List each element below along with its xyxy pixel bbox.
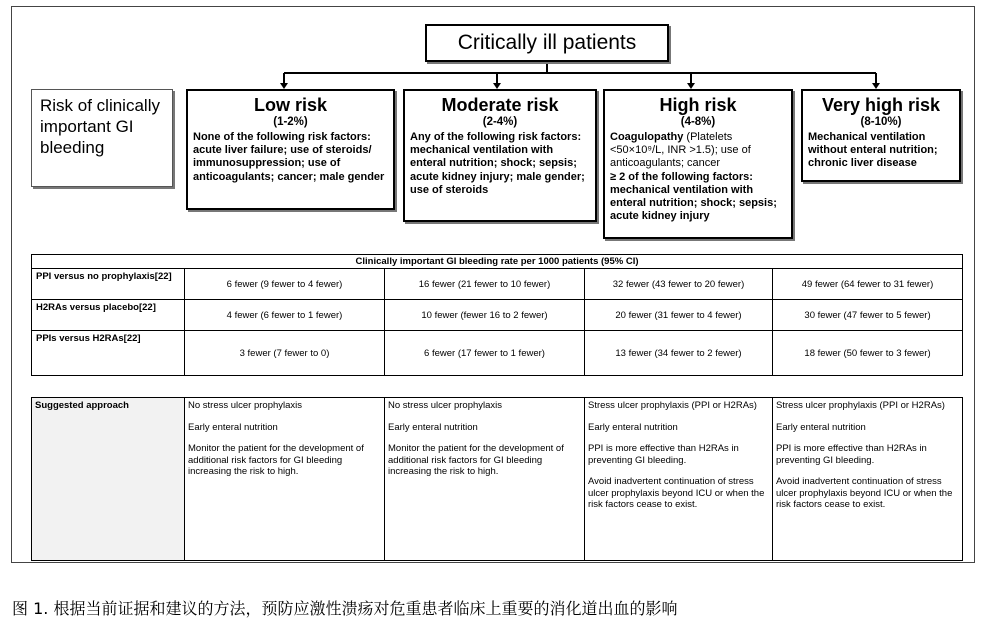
table-cell: 30 fewer (47 fewer to 5 fewer) — [773, 300, 963, 331]
table-cell: 13 fewer (34 fewer to 2 fewer) — [585, 331, 773, 376]
risk-description: Mechanical ventilation without enteral nutrition; chronic liver disease — [808, 131, 938, 170]
row-label: Suggested approach — [32, 398, 185, 561]
table-cell: 10 fewer (fewer 16 to 2 fewer) — [385, 300, 585, 331]
suggested-approach-table — [31, 397, 963, 561]
bleeding-rate-table — [31, 254, 963, 376]
risk-box-moderate — [403, 89, 597, 222]
risk-description: Any of the following risk factors: mechanical ventilation with enteral nutrition; shock; sepsis; acute kidney injury; male gender; use of steroids — [410, 131, 585, 196]
risk-title: Very high risk — [821, 95, 941, 115]
risk-description — [610, 131, 786, 171]
risk-range: (2-4%) — [482, 116, 518, 128]
approach-cell-high — [585, 398, 773, 561]
approach-item: Avoid inadvertent continuation of stress ulcer prophylaxis beyond ICU or when the risk factors cease to exist. — [776, 476, 953, 510]
risk-description: None of the following risk factors: acute liver failure; use of steroids/ immunosuppression; use of anticoagulants; cancer; male gender — [193, 131, 385, 183]
figure-caption: 图 1. 根据当前证据和建议的方法，预防应激性溃疡对危重患者临床上重要的消化道出血的影响 — [12, 599, 678, 618]
row-label: H2RAs versus placebo[22] — [32, 300, 185, 331]
risk-range: (4-8%) — [680, 116, 716, 128]
title-box — [425, 24, 669, 62]
row-label: PPI versus no prophylaxis[22] — [32, 269, 185, 300]
risk-title: Moderate risk — [441, 95, 559, 115]
approach-item: Early enteral nutrition — [388, 421, 478, 433]
diagram-title: Critically ill patients — [457, 31, 637, 54]
table-row — [32, 269, 963, 300]
table-row — [32, 300, 963, 331]
table-cell: 16 fewer (21 fewer to 10 fewer) — [385, 269, 585, 300]
table-header: Clinically important GI bleeding rate per 1000 patients (95% CI) — [32, 255, 963, 269]
approach-item: Early enteral nutrition — [188, 421, 278, 433]
risk-box-very-high — [801, 89, 961, 182]
approach-item: Early enteral nutrition — [588, 421, 678, 433]
table-cell: 18 fewer (50 fewer to 3 fewer) — [773, 331, 963, 376]
table-row — [32, 398, 963, 561]
table-cell: 3 fewer (7 fewer to 0) — [185, 331, 385, 376]
risk-box-low — [186, 89, 395, 210]
table-row — [32, 331, 963, 376]
approach-item: PPI is more effective than H2RAs in preventing GI bleeding. — [776, 443, 927, 466]
table-cell: 4 fewer (6 fewer to 1 fewer) — [185, 300, 385, 331]
approach-item: No stress ulcer prophylaxis — [388, 400, 503, 411]
approach-cell-moderate — [385, 398, 585, 561]
table-cell: 32 fewer (43 fewer to 20 fewer) — [585, 269, 773, 300]
approach-item: Stress ulcer prophylaxis (PPI or H2RAs) — [776, 400, 945, 411]
table-cell: 49 fewer (64 fewer to 31 fewer) — [773, 269, 963, 300]
approach-item: Early enteral nutrition — [776, 421, 866, 433]
risk-title: Low risk — [253, 95, 328, 115]
approach-item: PPI is more effective than H2RAs in preventing GI bleeding. — [588, 443, 739, 466]
approach-item: Avoid inadvertent continuation of stress ulcer prophylaxis beyond ICU or when the risk factors cease to exist. — [588, 476, 765, 510]
risk-range: (8-10%) — [860, 116, 902, 128]
approach-item: Monitor the patient for the development of additional risk factors for GI bleeding increasing the risk to high. — [188, 443, 364, 477]
risk-range: (1-2%) — [273, 116, 308, 128]
risk-title: High risk — [659, 95, 737, 115]
risk-description-text: (Platelets <50×10⁹/L, INR >1.5); use of anticoagulants; cancer — [610, 131, 751, 170]
table-header-row — [32, 255, 963, 269]
table-cell: 6 fewer (9 fewer to 4 fewer) — [185, 269, 385, 300]
risk-description-secondary: ≥ 2 of the following factors: mechanical ventilation with enteral nutrition; shock; sepsis; acute kidney injury — [610, 170, 777, 223]
risk-description-bold: Coagulopathy — [610, 131, 684, 143]
approach-item: Monitor the patient for the development of additional risk factors for GI bleeding increasing the risk to high. — [388, 443, 564, 477]
table-cell: 20 fewer (31 fewer to 4 fewer) — [585, 300, 773, 331]
approach-item: Stress ulcer prophylaxis (PPI or H2RAs) — [588, 400, 757, 411]
approach-cell-very-high — [773, 398, 963, 561]
approach-cell-low — [185, 398, 385, 561]
risk-box-high — [603, 89, 793, 239]
row-label: PPIs versus H2RAs[22] — [32, 331, 185, 376]
table-cell: 6 fewer (17 fewer to 1 fewer) — [385, 331, 585, 376]
side-label-risk: Risk of clinically important GI bleeding — [31, 89, 173, 187]
approach-item: No stress ulcer prophylaxis — [188, 400, 303, 411]
